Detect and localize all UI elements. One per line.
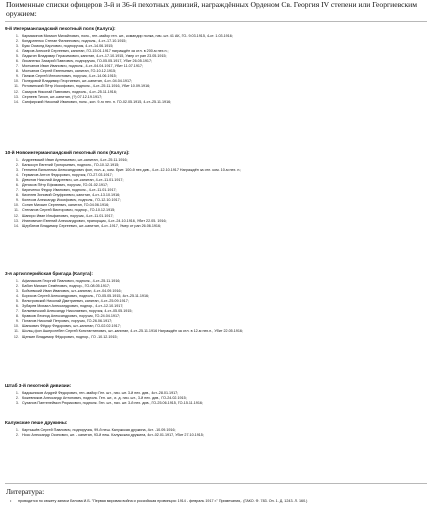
officer-list: [5, 279, 427, 340]
list-item-text: Ладыгин Владимир Герасимович, капитан, 4-ст.-17.10.1915, Умер от ран 23.05.1915;: [22, 54, 167, 59]
list-item-text: Суханов Пантелеймон Рюрикович, подполк. Ген. шт., нач. шт. 3-й пех. див., ГО-25.06.1915, ГО-15.11.1916;: [22, 401, 203, 406]
section-title: Штаб 3-й пехотной дивизии:: [5, 383, 72, 388]
list-item: 10. Поледовой Владимир Георгиевич, шт.-капитан, 4-ст.-04.04.1917;: [13, 79, 133, 84]
list-item: 3. Геннинга Вильгельм Александрович фон, пол.-к., ком. брит. 100-й пех див., 4-ст.-12.10.1917 Награждён за отл. ком. 10-м пех. п.;: [15, 168, 242, 173]
section-title: 9-й Ингерманландский пехотный полк (Калуга):: [5, 26, 116, 31]
list-item-text: Лавров Алексей Сергеевич, капитан, ГО-15.01.1917 награждён за отл. в 200-м пех.п.;: [22, 49, 169, 54]
list-item: 12. Щепкин Владимир Фёдорович, подпор., ГО -10.12.1915;: [13, 334, 118, 339]
list-item: 5. Девятов Николай Андреевич, шт.-капитан, 4-ст.-11.01.1917;: [15, 178, 124, 183]
list-item: 10. Сонин Михаил Сергеевич, капитан, ГО-04.06.1916;: [13, 203, 110, 208]
officer-list: [5, 158, 427, 229]
list-item: 4. Германов Антон Федорович, поручик, ГО-27.03.1917;: [15, 173, 113, 178]
section-title: Калужские пеше дружины:: [5, 420, 68, 425]
list-item: 3. Бойчевский Иван Иванович, шт.-капитан, 4-ст.-04.09.1916;: [15, 289, 122, 294]
list-item-text: Германов Антон Федорович, поручик, ГО-27.03.1917;: [22, 173, 113, 178]
list-item: 13. Серпеев Тихон, шт.-капитан, (?) 07.12.19.1917;: [13, 94, 103, 99]
list-item-text: Ипатовичин Евгений Александрович, прапорщик, 4-ст.-24.10.1916, Убит 22.05. 1916;: [22, 218, 167, 223]
list-item-text: Буяк Осмонд Карлович, подпоручик, 4-ст.-14.06.1915;: [22, 44, 114, 49]
section-division-staff: [5, 383, 427, 406]
list-item: 11. Ротовинский Пётр Иосифович, подполк., 4-ст.-25.11.1916, Убит 10.09.1916;: [14, 84, 151, 89]
list-item-text: Потапов Николай Петрович, поручик, ГО-26.06.1917;: [22, 319, 113, 324]
list-item: 14. Щербатов Владимир Сергеевич, шт.-капитан, 4-ст.-1917, Умер от ран 26.06.1916;: [13, 223, 162, 228]
bullet-icon: •: [10, 499, 12, 503]
list-item-text: Афанасьев Георгий Павлович, подполк., 4-ст.-25.11.1916;: [22, 279, 121, 283]
section-10th-regiment: [5, 150, 427, 229]
list-item-text: Денисов Пётр Ефимович, поручик, ГО-01.02.1917;: [22, 183, 109, 188]
list-item-text: Степанов Сергей Викторович, подпор., ГО-10.12.1915;: [22, 208, 116, 213]
literature-divider: [5, 483, 427, 484]
list-item: 1. Кармазинов Михаил Михайлович, полк., ген.-майор ген. шт., командир полка, нач. шт. 41 АК, ГО- 9.03.1915, 4-ст. 1.03.1916;: [15, 34, 233, 38]
literature-item: [10, 499, 307, 504]
list-item-text: Щербатов Владимир Сергеевич, шт.-капитан, 4-ст.-1917, Умер от ран 26.06.1916;: [22, 223, 162, 228]
list-item: 8. Кравков Леонид Александрович, поручик, ГО-24.04.1917;: [15, 314, 121, 319]
list-item-text: Носс Александр Осипович, шт. - капитан, 93-й пеш. Калужская дружина, 4ст.-02.01.1917, Убит 27.10.1915;: [22, 433, 204, 438]
list-item: 5. Вельтровский Николай Дмитриевич, капитан, 4-ст.-25.09.1917;: [15, 299, 129, 304]
list-item-text: Папков Сергей Ипполитович, поручик, 4-ст.-14.06.1915;: [22, 74, 117, 79]
list-item: 14. Сапфирский Николай Иванович, полк., кон. 9-го пех. п. ГО-02.05.1915, 4-ст.-25.11.1916;: [13, 99, 172, 104]
list-item-text: Зубарев Михаил Александрович, подпор., 4-ст.-12.10.1917;: [22, 304, 124, 309]
list-item: 7. Молчанов Иван Иванович, подполк., 4-ст.-04.04.1917, Убит 11.07.1917;: [15, 64, 144, 69]
list-item-text: Кадошников Андрей Федорович, ген.-майор Ген. шт., нач. шт. 3-й пех. див., 4ст.-28.01.1917;: [22, 391, 179, 395]
list-item: 6. Лисаненко Захарий Павлович, подпоручик, ГО-05.05.1917, Убит 26.05.1917;: [15, 59, 153, 64]
list-item: 2. Носс Александр Осипович, шт. - капитан, 93-й пеш. Калужская дружина, 4ст.-02.01.1917, Убит 27.10.1915;: [15, 433, 204, 438]
list-item: 6. Денисов Пётр Ефимович, поручик, ГО-01.02.1917;: [15, 183, 109, 188]
list-item: 9. Папков Сергей Ипполитович, поручик, 4-ст.-14.06.1915;: [15, 74, 117, 79]
list-item-text: Бабин Михаил Семёнович, подпор., ГО-08.05.1917;: [22, 284, 110, 289]
list-item: 13. Ипатовичин Евгений Александрович, прапорщик, 4-ст.-24.10.1916, Убит 22.05. 1916;: [13, 218, 167, 223]
list-item-text: Молчанов Сергей Евгеньевич, капитан, ГО-10.12.1915;: [22, 69, 117, 74]
list-item: 4. Лавров Алексей Сергеевич, капитан, ГО-15.01.1917 награждён за отл. в 200-м пех.п.;: [15, 49, 169, 54]
list-item-text: Шанкович Фёдор Федорович, шт.-капитан, ГО-02.02.1917;: [22, 324, 121, 329]
officer-list: [5, 34, 427, 105]
list-item-text: Белкевичский Александр Николаевич, поручик, 4-ст.-05.05.1915;: [22, 309, 133, 314]
list-item-text: Банкосуп Евгений Григорьевич, подполк., ГО-10.12.1915;: [22, 163, 120, 168]
list-item: 1. Картышёв Сергей Павлович, подпоручик, 99-й пеш. Калужская дружина, 4ст. -10.09.1916;: [15, 428, 176, 432]
list-item-text: Геннинга Вильгельм Александрович фон, пол.-к., ком. брит. 100-й пех див., 4-ст.-12.10.1917 Награждён за отл. ком. 10-м пех. п.;: [22, 168, 242, 173]
list-item: 2. Бабин Михаил Семёнович, подпор., ГО-08.05.1917;: [15, 284, 110, 289]
list-item-text: Ротовинский Пётр Иосифович, подполк., 4-ст.-25.11.1916, Убит 10.09.1916;: [22, 84, 151, 89]
list-item: 6. Зубарев Михаил Александрович, подпор., 4-ст.-12.10.1917;: [15, 304, 124, 309]
list-item-text: Лисаненко Захарий Павлович, подпоручик, ГО-05.05.1917, Убит 26.05.1917;: [22, 59, 153, 64]
officer-list: [5, 428, 427, 438]
list-item: 2. Кондратенко Степан Филиппович, подполк., 4-ст.-17.10.1915;: [15, 39, 127, 44]
list-item: 5. Ладыгин Владимир Герасимович, капитан, 4-ст.-17.10.1915, Умер от ран 23.05.1915;: [15, 54, 167, 59]
list-item-text: Девятов Николай Андреевич, шт.-капитан, 4-ст.-11.01.1917;: [22, 178, 124, 183]
list-item: 11. Степанов Сергей Викторович, подпор., ГО-10.12.1915;: [14, 208, 116, 213]
list-item: 9. Колесов Александр Иосифович, подполк., ГО-12.10.1917;: [15, 198, 121, 203]
list-item: 9. Потапов Николай Петрович, поручик, ГО-26.06.1917;: [15, 319, 113, 324]
list-item-text: Картышёв Сергей Павлович, подпоручик, 99-й пеш. Калужская дружина, 4ст. -10.09.1916;: [22, 428, 176, 432]
list-item-text: Киселев Зиновий Онуфриевич, капитан, 4-ст.-13.10.1916;: [22, 193, 121, 198]
list-item-text: Кармазинов Михаил Михайлович, полк., ген.-майор ген. шт., командир полка, нач. шт. 41 АК, ГО- 9.03.1915, 4-ст. 1.03.1916;: [22, 34, 233, 38]
list-item-text: Молчанов Иван Иванович, подполк., 4-ст.-04.04.1917, Убит 11.07.1917;: [22, 64, 144, 69]
list-item: 3. Буяк Осмонд Карлович, подпоручик, 4-ст.-14.06.1915;: [15, 44, 114, 49]
list-item: 12. Сахаров Николай Павлович, подполк., 4-ст.-25.11.1916;: [13, 89, 117, 94]
literature-heading: Литература:: [6, 487, 45, 496]
list-item-text: Кожевников Александр Антонович, подполк. Ген. шт., и. д. нач. шт., 3-й пех. див., ГО-24.02.1915;: [22, 396, 187, 401]
list-item-text: Колесов Александр Иосифович, подполк., ГО-12.10.1917;: [22, 198, 121, 203]
list-item-text: Кравков Леонид Александрович, поручик, ГО-24.04.1917;: [22, 314, 121, 319]
list-item: 8. Киселев Зиновий Онуфриевич, капитан, 4-ст.-13.10.1916;: [15, 193, 121, 198]
section-title: 3-я артиллерийская бригада (Калуга):: [5, 271, 93, 276]
list-item-text: Андреевский Иван Артемьевич, шт.-капитан, 4-ст.-25.11.1916;: [22, 158, 128, 162]
list-item: 4. Борисов Сергей Александрович, подполк., ГО-05.05.1915, 4ст.-25.11.1916;: [15, 294, 150, 299]
list-item-text: Борисов Сергей Александрович, подполк., ГО-05.05.1915, 4ст.-25.11.1916;: [22, 294, 150, 299]
section-kaluga-druzhiny: [5, 420, 427, 438]
list-item-text: Шольц фон Ашерслебен Сергей Константинович, шт.-капитан, 4-ст.-25.11.1916 Награждён за отл. в 12-м пех.п., Убит 22.05.1916;: [22, 329, 243, 334]
page-title: Поименные списки офицеров 3-й и 36-й пехотных дивизий, награждённых Орденом Св. Георгия IV степени или Георгиевским оружием:: [6, 0, 418, 18]
list-item: 1. Андреевский Иван Артемьевич, шт.-капитан, 4-ст.-25.11.1916;: [15, 158, 128, 162]
list-item-text: Сонин Михаил Сергеевич, капитан, ГО-04.06.1916;: [22, 203, 110, 208]
list-item-text: Щепкин Владимир Фёдорович, подпор., ГО -10.12.1915;: [22, 334, 118, 339]
list-item-text: Вельтровский Николай Дмитриевич, капитан, 4-ст.-25.09.1917;: [22, 299, 129, 304]
list-item: 12. Шапиро Иван Ильфанович, поручик, 4-ст.-11.01.1917;: [13, 213, 114, 218]
list-item-text: Бойчевский Иван Иванович, шт.-капитан, 4-ст.-04.09.1916;: [22, 289, 122, 294]
list-item: 1. Кадошников Андрей Федорович, ген.-майор Ген. шт., нач. шт. 3-й пех. див., 4ст.-28.01.1917;: [15, 391, 179, 395]
list-item: 11. Шольц фон Ашерслебен Сергей Константинович, шт.-капитан, 4-ст.-25.11.1916 Награждён за отл. в 12-м пех.п., Убит 22.05.1916;: [14, 329, 243, 334]
officer-list: [5, 391, 427, 406]
list-item-text: Серпеев Тихон, шт.-капитан, (?) 07.12.19.1917;: [22, 94, 103, 99]
list-item-text: Сапфирский Николай Иванович, полк., кон. 9-го пех. п. ГО-02.05.1915, 4-ст.-25.11.1916;: [22, 99, 172, 104]
title-divider: [5, 21, 427, 22]
literature-item-text: проводится по сюжету записи Белова И.Б. "Первая мировая война и российская провинция: 1914 - февраль 1917 г." Примечания,. (ГАКО. Ф. 783. Оп. 1. Д. 1243. Л. 160.): [18, 499, 308, 503]
list-item: 1. Афанасьев Георгий Павлович, подполк., 4-ст.-25.11.1916;: [15, 279, 121, 283]
list-item: 2. Кожевников Александр Антонович, подполк. Ген. шт., и. д. нач. шт., 3-й пех. див., ГО-24.02.1915;: [15, 396, 187, 401]
list-item: 3. Суханов Пантелеймон Рюрикович, подполк. Ген. шт., нач. шт. 3-й пех. див., ГО-25.06.1915, ГО-15.11.1916;: [15, 401, 203, 406]
section-3rd-artillery-brigade: [5, 271, 427, 340]
list-item-text: Кондратенко Степан Филиппович, подполк., 4-ст.-17.10.1915;: [22, 39, 127, 44]
list-item: 7. Кириченко Федор Иванович, подполк., 4-ст.-11.01.1917;: [15, 188, 117, 193]
list-item: 7. Белкевичский Александр Николаевич, поручик, 4-ст.-05.05.1915;: [15, 309, 133, 314]
section-9th-regiment: [5, 26, 427, 105]
section-title: 10-й Новоингерманландский пехотный полк (Калуга):: [5, 150, 130, 155]
list-item-text: Кириченко Федор Иванович, подполк., 4-ст.-11.01.1917;: [22, 188, 117, 193]
list-item-text: Поледовой Владимир Георгиевич, шт.-капитан, 4-ст.-04.04.1917;: [22, 79, 133, 84]
list-item: 2. Банкосуп Евгений Григорьевич, подполк., ГО-10.12.1915;: [15, 163, 120, 168]
list-item: 10. Шанкович Фёдор Федорович, шт.-капитан, ГО-02.02.1917;: [13, 324, 121, 329]
list-item: 8. Молчанов Сергей Евгеньевич, капитан, ГО-10.12.1915;: [15, 69, 117, 74]
list-item-text: Сахаров Николай Павлович, подполк., 4-ст.-25.11.1916;: [22, 89, 117, 94]
list-item-text: Шапиро Иван Ильфанович, поручик, 4-ст.-11.01.1917;: [22, 213, 114, 218]
